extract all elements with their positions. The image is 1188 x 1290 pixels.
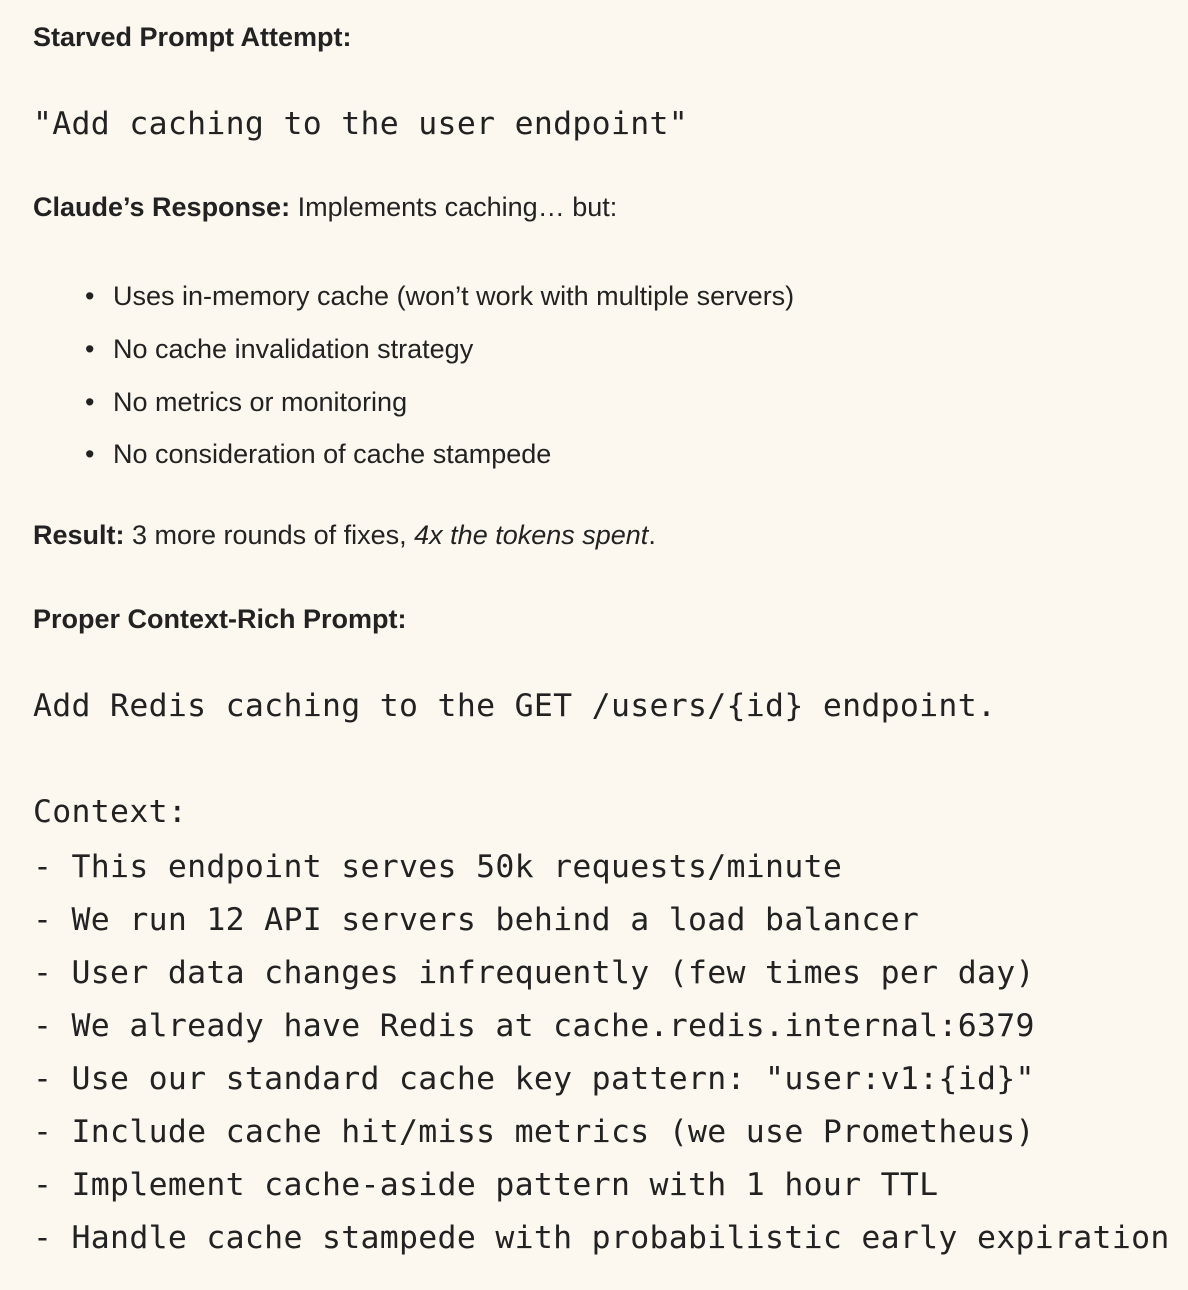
proper-heading: Proper Context-Rich Prompt: [33,604,407,634]
result-paragraph [33,520,656,551]
context-line: - We already have Redis at cache.redis.internal:6379 [33,1008,1035,1044]
result-end: . [648,520,656,550]
context-line: - Implement cache-aside pattern with 1 hour TTL [33,1167,939,1203]
context-label: Context: [33,794,188,830]
response-bullet-list [33,276,794,487]
list-item: • No consideration of cache stampede [33,434,794,487]
context-line: - User data changes infrequently (few times per day) [33,955,1035,991]
result-text: 3 more rounds of fixes, [124,520,415,550]
response-paragraph [33,192,617,223]
context-line: - This endpoint serves 50k requests/minute [33,849,843,885]
starved-prompt: "Add caching to the user endpoint" [33,106,688,142]
result-label: Result: [33,520,125,550]
starved-heading: Starved Prompt Attempt: [33,22,352,52]
context-line: - Handle cache stampede with probabilistic early expiration [33,1220,1170,1256]
list-item: • No cache invalidation strategy [33,329,794,382]
response-label: Claude’s Response: [33,192,291,222]
response-text: Implements caching… but: [290,192,618,222]
context-line: - We run 12 API servers behind a load balancer [33,902,920,938]
context-line: - Include cache hit/miss metrics (we use Prometheus) [33,1114,1035,1150]
proper-prompt-first-line: Add Redis caching to the GET /users/{id} endpoint. [33,688,997,724]
list-item: • No metrics or monitoring [33,382,794,435]
list-item: • Uses in-memory cache (won’t work with multiple servers) [33,276,794,329]
result-emphasis: 4x the tokens spent [414,520,649,550]
context-line: - Use our standard cache key pattern: "user:v1:{id}" [33,1061,1035,1097]
